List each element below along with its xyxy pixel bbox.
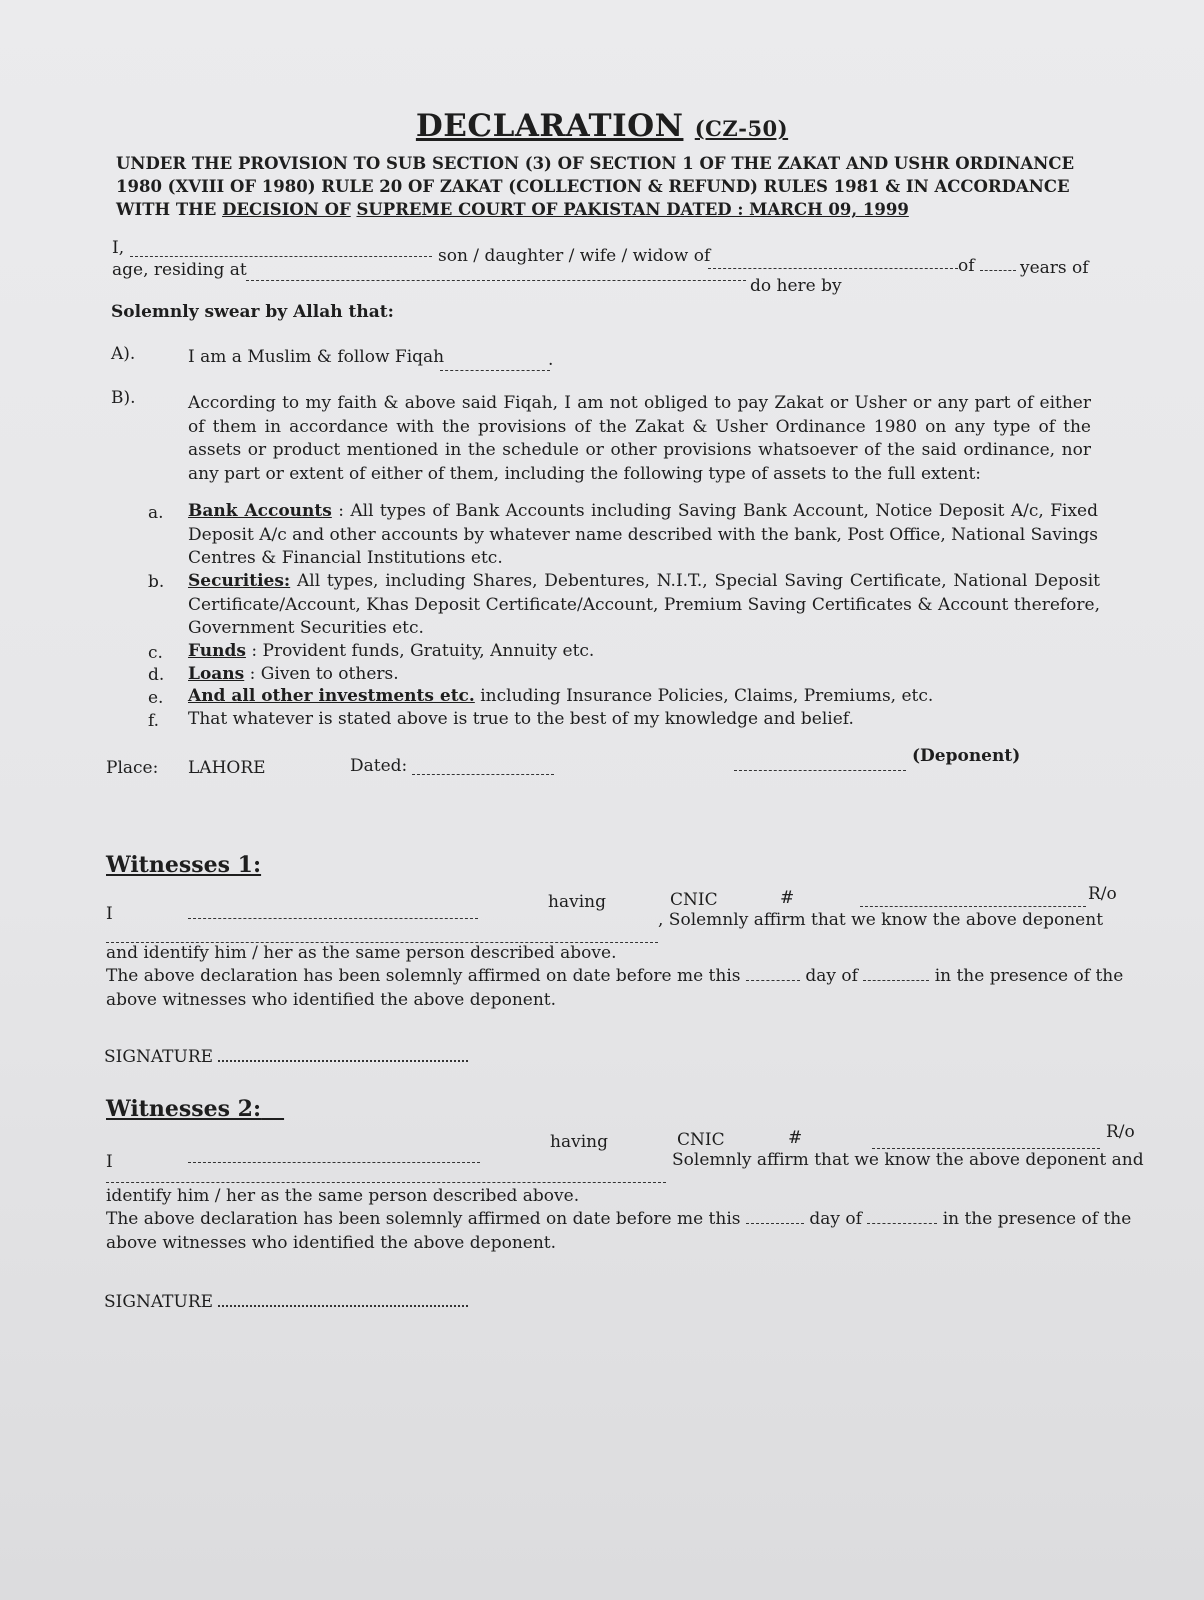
witness2-presence: in the presence of the: [942, 1209, 1132, 1229]
witness1-affirm: , Solemnly affirm that we know the above deponent: [658, 910, 1104, 930]
witness1-line4: above witnesses who identified the above deponent.: [106, 990, 557, 1010]
witness2-name-blank[interactable]: [188, 1150, 480, 1163]
witness1-address-blank[interactable]: [106, 930, 658, 943]
witness1-i: I: [106, 904, 113, 924]
witness2-cnic: CNIC: [677, 1130, 725, 1150]
header-court-line: SUPREME COURT OF PAKISTAN DATED : MARCH 09, 1999: [356, 200, 909, 219]
item-d-term: Loans: [188, 664, 245, 684]
intro-residing: age, residing at: [112, 260, 247, 280]
item-c-term: Funds: [188, 641, 246, 661]
item-c-sep: :: [245, 641, 263, 661]
header-decision-link: DECISION OF: [222, 200, 351, 219]
place-label: Place:: [106, 758, 159, 778]
clause-a-end: .: [548, 350, 554, 370]
witness2-i: I: [106, 1152, 113, 1172]
address-blank[interactable]: [246, 268, 746, 281]
witness1-name-blank[interactable]: [188, 906, 478, 919]
age-blank[interactable]: [980, 258, 1016, 271]
intro-relation: son / daughter / wife / widow of: [438, 246, 711, 266]
item-a-marker: a.: [148, 503, 164, 523]
item-b-sep: [290, 571, 297, 591]
witness1-having: having: [548, 892, 606, 912]
witness1-heading-text: Witnesses 1:: [106, 852, 262, 878]
item-e-text: including Insurance Policies, Claims, Premiums, etc.: [480, 686, 934, 706]
witness2-day-of: day of: [809, 1209, 862, 1229]
witness2-having: having: [550, 1132, 608, 1152]
page-title: [0, 108, 1204, 144]
item-f-text: That whatever is stated above is true to the best of my knowledge and belief.: [188, 709, 854, 729]
witness1-line3-text: The above declaration has been solemnly affirmed on date before me this: [106, 966, 741, 986]
witness1-heading: [106, 852, 261, 878]
witness1-presence: in the presence of the: [934, 966, 1124, 986]
witness2-ro: R/o: [1106, 1122, 1135, 1142]
item-d-text: Given to others.: [260, 664, 399, 684]
witness2-line4: above witnesses who identified the above deponent.: [106, 1233, 557, 1253]
date-blank[interactable]: [412, 762, 554, 775]
item-b: [188, 570, 1100, 641]
clause-a-text: I am a Muslim & follow Fiqah: [188, 347, 445, 367]
witness2-heading-text: Witnesses 2:: [106, 1096, 262, 1122]
fiqah-blank[interactable]: [440, 358, 550, 371]
title-code: (CZ-50): [694, 116, 789, 141]
swear-heading: Solemnly swear by Allah that:: [111, 302, 394, 322]
witness2-signature: [104, 1292, 468, 1312]
clause-b-marker: B).: [111, 388, 136, 408]
witness2-month-blank[interactable]: [867, 1211, 937, 1224]
witness2-day-blank[interactable]: [746, 1211, 804, 1224]
item-a-term: Bank Accounts: [188, 501, 332, 521]
witness1-hash: #: [780, 888, 795, 908]
item-b-text: All types, including Shares, Debentures, N.I.T., Special Saving Certificate, National Deposit Certificate/Account, Khas Deposit Certificate/Account, Premium Saving Certificates & Account therefore, Government Securities etc.: [188, 571, 1101, 638]
clause-b-text: According to my faith & above said Fiqah, I am not obliged to pay Zakat or Usher or any part of either of them in accordance with the provisions of the Zakat & Usher Ordinance 1980 on any type of the assets or product mentioned in the schedule or other provisions whatsoever of the said ordinance, nor any part or extent of either of them, including the following type of assets to the full extent:: [188, 393, 1091, 484]
witness1-day-of: day of: [805, 966, 858, 986]
witness2-line3-text: The above declaration has been solemnly affirmed on date before me this: [106, 1209, 741, 1229]
witness1-cnic-blank[interactable]: [860, 894, 1086, 907]
witness2-affirm: Solemnly affirm that we know the above deponent and: [672, 1150, 1144, 1170]
item-d-marker: d.: [148, 665, 165, 685]
name-blank[interactable]: [130, 244, 432, 257]
deponent-label: (Deponent): [912, 746, 1021, 766]
title-main: DECLARATION: [415, 108, 684, 144]
header-text: UNDER THE PROVISION TO SUB SECTION (3) OF SECTION 1 OF THE ZAKAT AND USHR ORDINANCE 1980 (XVIII OF 1980) RULE 20 OF ZAKAT (COLLECTION & REFUND) RULES 1981 & IN ACCORDANCE WITH THE: [116, 154, 1075, 219]
witness1-ro: R/o: [1088, 884, 1117, 904]
dated-label: Dated:: [350, 756, 408, 776]
witness1-signature-label: SIGNATURE: [104, 1047, 214, 1067]
witness2-heading: [106, 1096, 284, 1122]
item-a-text: All types of Bank Accounts including Saving Bank Account, Notice Deposit A/c, Fixed Deposit A/c and other accounts by whatever name described with the bank, Post Office, National Savings Centres & Financial Institutions etc.: [188, 501, 1098, 568]
witness2-hash: #: [788, 1128, 803, 1148]
witness2-line2: identify him / her as the same person described above.: [106, 1186, 580, 1206]
item-c-marker: c.: [148, 643, 163, 663]
witness1-day-blank[interactable]: [746, 968, 800, 981]
item-c-text: Provident funds, Gratuity, Annuity etc.: [262, 641, 595, 661]
witness1-line3: [106, 966, 1123, 986]
item-d: [188, 664, 399, 684]
item-a: [188, 500, 1098, 571]
item-b-term: Securities:: [188, 571, 291, 591]
item-c: [188, 641, 594, 661]
intro-years: years of: [1020, 258, 1089, 278]
item-e-term: And all other investments etc.: [188, 686, 475, 706]
place-value: LAHORE: [188, 758, 266, 778]
item-b-marker: b.: [148, 572, 165, 592]
item-a-sep: :: [331, 501, 351, 521]
deponent-signature-blank[interactable]: [734, 758, 906, 771]
witness1-signature-blank[interactable]: [218, 1048, 468, 1062]
witness1-signature: [104, 1047, 468, 1067]
item-e: [188, 686, 933, 706]
intro-i: I,: [112, 238, 125, 258]
witness1-line2: and identify him / her as the same person described above.: [106, 943, 617, 963]
witness2-address-blank[interactable]: [106, 1170, 666, 1183]
witness2-signature-label: SIGNATURE: [104, 1292, 214, 1312]
witness2-signature-blank[interactable]: [218, 1293, 468, 1307]
witness2-line3: [106, 1209, 1131, 1229]
clause-a-marker: A).: [111, 344, 136, 364]
witness1-month-blank[interactable]: [863, 968, 929, 981]
witness1-cnic: CNIC: [670, 890, 718, 910]
intro-do-here-by: do here by: [750, 276, 842, 296]
intro-of: of: [958, 256, 975, 276]
header-provision: [116, 152, 1101, 221]
item-d-sep: :: [244, 664, 261, 684]
item-e-marker: e.: [148, 688, 164, 708]
item-f-marker: f.: [148, 711, 160, 731]
witness2-cnic-blank[interactable]: [872, 1136, 1100, 1149]
